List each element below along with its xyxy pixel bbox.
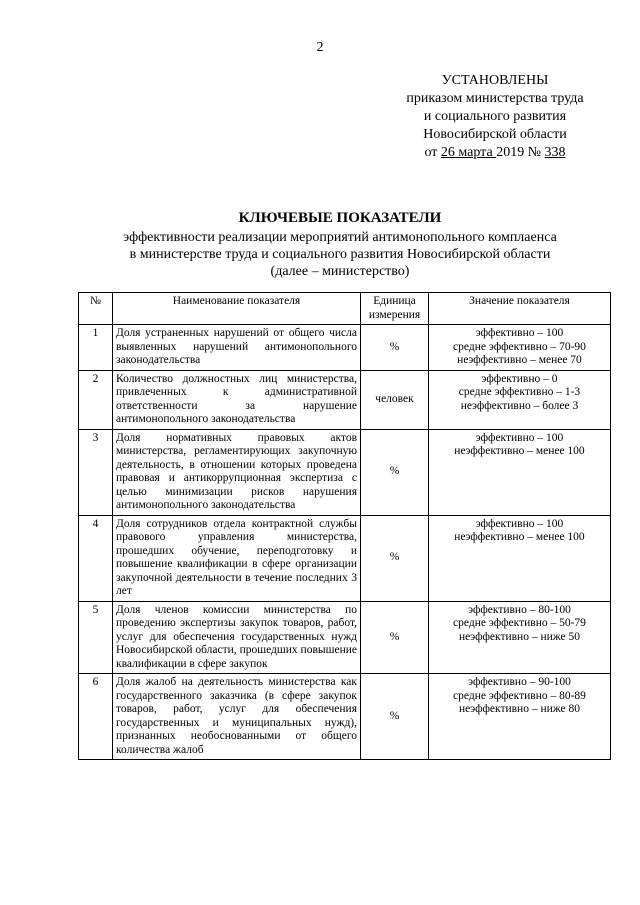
row-num: 5: [79, 601, 113, 674]
row-value: [429, 515, 611, 601]
row-unit: %: [361, 325, 429, 371]
table-row: [79, 429, 611, 515]
approval-year: 2019: [496, 145, 525, 160]
table-header-row: [79, 293, 611, 325]
header-value: Значение показателя: [429, 293, 611, 325]
row-name: Количество должностных лиц министерства, привлеченных к административной ответственности за нарушение антимонопольного законодательства: [113, 370, 361, 429]
row-num: 3: [79, 429, 113, 515]
row-name: Доля устраненных нарушений от общего числа выявленных нарушений антимонопольного законодательства: [113, 325, 361, 371]
value-line: неэффективно – более 3: [460, 399, 579, 412]
value-line: средне эффективно – 50-79: [453, 617, 586, 629]
date-prefix: от: [424, 145, 438, 160]
header-name: Наименование показателя: [113, 293, 361, 325]
value-line: неэффективно – менее 100: [454, 531, 585, 543]
table-row: [79, 674, 611, 760]
approval-line-2: приказом министерства труда: [406, 91, 584, 106]
table-row: [79, 370, 611, 429]
value-line: эффективно – 100: [475, 327, 564, 339]
value-line: эффективно – 80-100: [468, 603, 571, 616]
page-number: 2: [316, 40, 324, 55]
row-value: [429, 325, 611, 371]
row-value: [429, 674, 611, 760]
header-unit: Единица измерения: [361, 293, 429, 325]
value-line: эффективно – 90-100: [468, 676, 571, 688]
row-num: 2: [79, 370, 113, 429]
table-row: [79, 325, 611, 371]
value-line: средне эффективно – 70-90: [453, 340, 586, 353]
title-main: КЛЮЧЕВЫЕ ПОКАЗАТЕЛИ: [238, 210, 442, 226]
row-unit: %: [361, 429, 429, 515]
value-line: эффективно – 0: [481, 372, 558, 385]
row-name: Доля нормативных правовых актов министерства, регламентирующих закупочную деятельность, в отношении которых проведена правовая и антикоррупционная экспертиза с целью минимизации рисков нарушения антимонопольного законодательства: [113, 429, 361, 515]
value-line: неэффективно – менее 70: [457, 354, 582, 366]
row-value: [429, 601, 611, 674]
table-row: [79, 601, 611, 674]
approval-line-3: и социального развития: [423, 109, 567, 124]
approval-line-4: Новосибирской области: [423, 127, 567, 142]
row-name: Доля членов комиссии министерства по проведению экспертизы закупок товаров, работ, услуг для обеспечения государственных нужд Новосибирской области, прошедших повышение квалификации в сфере закупок: [113, 601, 361, 674]
row-num: 4: [79, 515, 113, 601]
value-line: неэффективно – ниже 50: [458, 630, 581, 643]
number-prefix: №: [527, 145, 542, 160]
row-name: Доля жалоб на деятельность министерства как государственного заказчика (в сфере закупок товаров, работ, услуг для обеспечения государственных и муниципальных нужд), признанных необоснованными от общего количества жалоб: [113, 674, 361, 760]
row-unit: %: [361, 515, 429, 601]
value-line: эффективно – 100: [475, 431, 564, 444]
value-line: эффективно – 100: [475, 517, 564, 530]
row-num: 6: [79, 674, 113, 760]
document-title: [80, 210, 600, 280]
row-unit: %: [361, 674, 429, 760]
header-num: №: [79, 293, 113, 325]
row-name: Доля сотрудников отдела контрактной службы правового управления министерства, прошедших обучение, переподготовку и повышение квалификации в сфере организации закупочной деятельности в течение последних 3 лет: [113, 515, 361, 601]
row-unit: %: [361, 601, 429, 674]
table-row: [79, 515, 611, 601]
value-line: средне эффективно – 1-3: [458, 386, 581, 398]
value-line: неэффективно – ниже 80: [458, 703, 581, 715]
approval-line-1: УСТАНОВЛЕНЫ: [441, 73, 549, 88]
row-unit: человек: [361, 370, 429, 429]
row-value: [429, 370, 611, 429]
title-line-2: в министерстве труда и социального развития Новосибирской области: [129, 247, 551, 262]
title-line-1: эффективности реализации мероприятий антимонопольного комплаенса: [123, 230, 557, 245]
approval-stamp: [385, 72, 605, 162]
value-line: неэффективно – менее 100: [454, 445, 585, 457]
kpi-table: [78, 292, 611, 760]
row-num: 1: [79, 325, 113, 371]
value-line: средне эффективно – 80-89: [453, 689, 586, 702]
row-value: [429, 429, 611, 515]
approval-number: 338: [544, 145, 566, 160]
approval-date-line: [385, 144, 605, 162]
title-line-3: (далее – министерство): [270, 264, 410, 279]
approval-date: 26 марта: [440, 145, 497, 160]
